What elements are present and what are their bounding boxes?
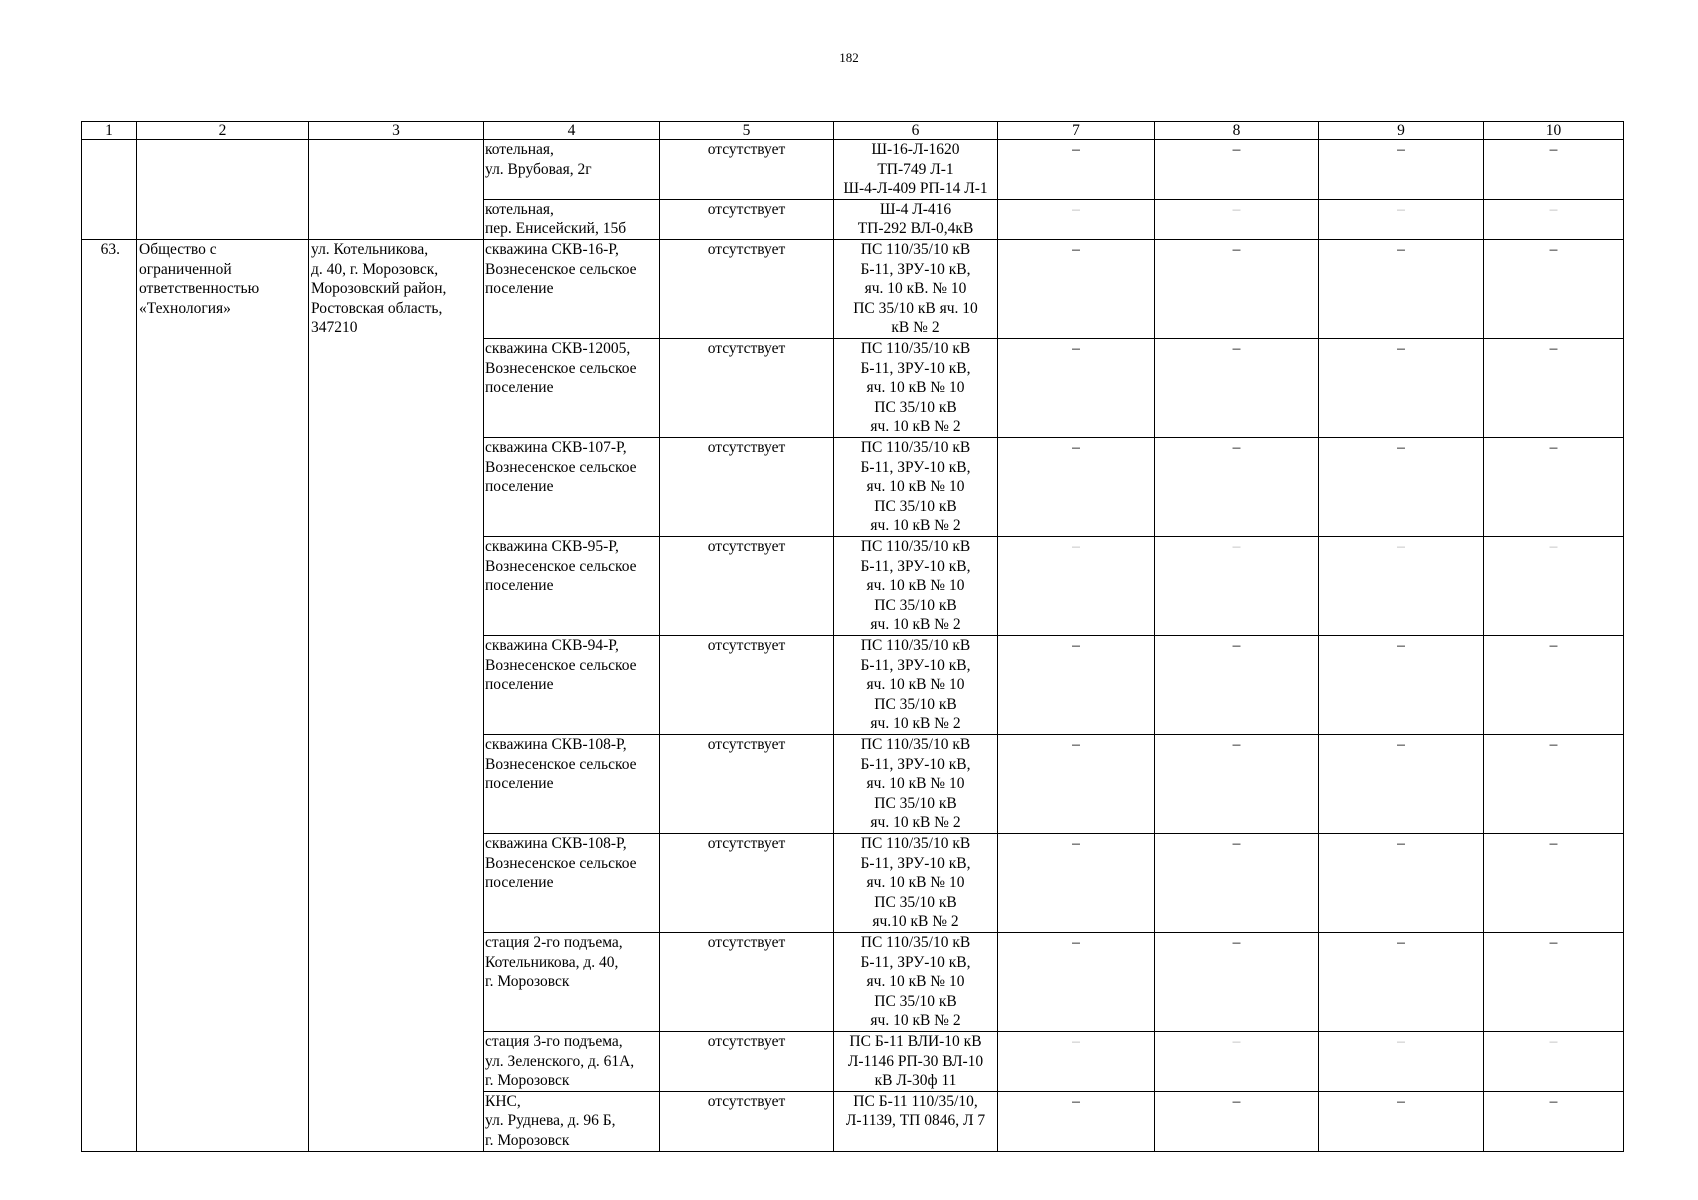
dash-cell: –	[1319, 140, 1484, 200]
object-cell: скважина СКВ-107-Р, Вознесенское сельское поселение	[484, 437, 660, 536]
object-cell: котельная, пер. Енисейский, 15б	[484, 199, 660, 239]
dash-cell: –	[1155, 932, 1319, 1031]
power-source-cell: ПС 110/35/10 кВ Б-11, ЗРУ-10 кВ, яч. 10 кВ. № 10 ПС 35/10 кВ яч. 10 кВ № 2	[834, 239, 998, 338]
dash-cell: –	[998, 239, 1155, 338]
status-cell: отсутствует	[660, 635, 834, 734]
organization-cell	[137, 140, 309, 240]
dash-cell: –	[998, 1031, 1155, 1091]
dash-cell: –	[1155, 1091, 1319, 1151]
dash-cell: –	[1484, 536, 1624, 635]
dash-cell: –	[1484, 932, 1624, 1031]
dash-cell: –	[998, 833, 1155, 932]
power-source-cell: ПС Б-11 110/35/10, Л-1139, ТП 0846, Л 7	[834, 1091, 998, 1151]
dash-cell: –	[1319, 734, 1484, 833]
power-source-cell: ПС Б-11 ВЛИ-10 кВ Л-1146 РП-30 ВЛ-10 кВ Л-30ф 11	[834, 1031, 998, 1091]
dash-cell: –	[1319, 199, 1484, 239]
column-header: 2	[137, 122, 309, 140]
status-cell: отсутствует	[660, 833, 834, 932]
status-cell: отсутствует	[660, 1091, 834, 1151]
dash-cell: –	[1155, 734, 1319, 833]
page-number: 182	[839, 50, 859, 65]
status-cell: отсутствует	[660, 437, 834, 536]
dash-cell: –	[1484, 734, 1624, 833]
object-cell: скважина СКВ-94-Р, Вознесенское сельское поселение	[484, 635, 660, 734]
header-row	[82, 122, 1624, 140]
dash-cell: –	[998, 338, 1155, 437]
dash-cell: –	[998, 734, 1155, 833]
dash-cell: –	[1155, 239, 1319, 338]
object-cell: скважина СКВ-108-Р, Вознесенское сельское поселение	[484, 833, 660, 932]
dash-cell: –	[1155, 140, 1319, 200]
column-header: 5	[660, 122, 834, 140]
dash-cell: –	[1484, 239, 1624, 338]
object-cell: КНС, ул. Руднева, д. 96 Б, г. Морозовск	[484, 1091, 660, 1151]
organization-cell: Общество с ограниченной ответственностью «Технология»	[137, 239, 309, 1151]
column-header: 4	[484, 122, 660, 140]
column-header: 3	[309, 122, 484, 140]
number-cell: 63.	[82, 239, 137, 1151]
dash-cell: –	[998, 932, 1155, 1031]
status-cell: отсутствует	[660, 932, 834, 1031]
dash-cell: –	[998, 536, 1155, 635]
dash-cell: –	[1155, 338, 1319, 437]
data-table	[81, 121, 1624, 1152]
power-source-cell: Ш-16-Л-1620 ТП-749 Л-1 Ш-4-Л-409 РП-14 Л-1	[834, 140, 998, 200]
column-header: 6	[834, 122, 998, 140]
table-row	[82, 239, 1624, 338]
column-header: 1	[82, 122, 137, 140]
dash-cell: –	[1319, 1091, 1484, 1151]
object-cell: скважина СКВ-108-Р, Вознесенское сельское поселение	[484, 734, 660, 833]
dash-cell: –	[998, 199, 1155, 239]
column-header: 10	[1484, 122, 1624, 140]
table-row	[82, 140, 1624, 200]
status-cell: отсутствует	[660, 239, 834, 338]
dash-cell: –	[1319, 932, 1484, 1031]
dash-cell: –	[1484, 437, 1624, 536]
dash-cell: –	[1155, 437, 1319, 536]
power-source-cell: ПС 110/35/10 кВ Б-11, ЗРУ-10 кВ, яч. 10 кВ № 10 ПС 35/10 кВ яч.10 кВ № 2	[834, 833, 998, 932]
power-source-cell: ПС 110/35/10 кВ Б-11, ЗРУ-10 кВ, яч. 10 кВ № 10 ПС 35/10 кВ яч. 10 кВ № 2	[834, 437, 998, 536]
power-source-cell: ПС 110/35/10 кВ Б-11, ЗРУ-10 кВ, яч. 10 кВ № 10 ПС 35/10 кВ яч. 10 кВ № 2	[834, 536, 998, 635]
power-source-cell: ПС 110/35/10 кВ Б-11, ЗРУ-10 кВ, яч. 10 кВ № 10 ПС 35/10 кВ яч. 10 кВ № 2	[834, 932, 998, 1031]
object-cell: скважина СКВ-12005, Вознесенское сельское поселение	[484, 338, 660, 437]
object-cell: котельная, ул. Врубовая, 2г	[484, 140, 660, 200]
dash-cell: –	[1155, 635, 1319, 734]
column-header: 7	[998, 122, 1155, 140]
dash-cell: –	[1319, 338, 1484, 437]
dash-cell: –	[1155, 199, 1319, 239]
power-source-cell: Ш-4 Л-416 ТП-292 ВЛ-0,4кВ	[834, 199, 998, 239]
column-header: 8	[1155, 122, 1319, 140]
column-header: 9	[1319, 122, 1484, 140]
power-source-cell: ПС 110/35/10 кВ Б-11, ЗРУ-10 кВ, яч. 10 кВ № 10 ПС 35/10 кВ яч. 10 кВ № 2	[834, 635, 998, 734]
dash-cell: –	[1155, 536, 1319, 635]
object-cell: скважина СКВ-16-Р, Вознесенское сельское поселение	[484, 239, 660, 338]
dash-cell: –	[1319, 239, 1484, 338]
object-cell: скважина СКВ-95-Р, Вознесенское сельское поселение	[484, 536, 660, 635]
dash-cell: –	[1319, 1031, 1484, 1091]
dash-cell: –	[1155, 1031, 1319, 1091]
dash-cell: –	[1319, 833, 1484, 932]
dash-cell: –	[1319, 536, 1484, 635]
status-cell: отсутствует	[660, 536, 834, 635]
number-cell	[82, 140, 137, 240]
dash-cell: –	[1484, 140, 1624, 200]
object-cell: стация 2-го подъема, Котельникова, д. 40, г. Морозовск	[484, 932, 660, 1031]
dash-cell: –	[998, 140, 1155, 200]
status-cell: отсутствует	[660, 734, 834, 833]
dash-cell: –	[1484, 635, 1624, 734]
status-cell: отсутствует	[660, 140, 834, 200]
dash-cell: –	[1484, 1031, 1624, 1091]
power-source-cell: ПС 110/35/10 кВ Б-11, ЗРУ-10 кВ, яч. 10 кВ № 10 ПС 35/10 кВ яч. 10 кВ № 2	[834, 338, 998, 437]
dash-cell: –	[998, 1091, 1155, 1151]
dash-cell: –	[1484, 1091, 1624, 1151]
dash-cell: –	[1319, 437, 1484, 536]
object-cell: стация 3-го подъема, ул. Зеленского, д. 61А, г. Морозовск	[484, 1031, 660, 1091]
address-cell	[309, 140, 484, 240]
dash-cell: –	[1484, 338, 1624, 437]
dash-cell: –	[1484, 199, 1624, 239]
dash-cell: –	[1484, 833, 1624, 932]
dash-cell: –	[1319, 635, 1484, 734]
status-cell: отсутствует	[660, 1031, 834, 1091]
status-cell: отсутствует	[660, 338, 834, 437]
dash-cell: –	[998, 635, 1155, 734]
power-source-cell: ПС 110/35/10 кВ Б-11, ЗРУ-10 кВ, яч. 10 кВ № 10 ПС 35/10 кВ яч. 10 кВ № 2	[834, 734, 998, 833]
dash-cell: –	[998, 437, 1155, 536]
status-cell: отсутствует	[660, 199, 834, 239]
dash-cell: –	[1155, 833, 1319, 932]
address-cell: ул. Котельникова, д. 40, г. Морозовск, Морозовский район, Ростовская область, 347210	[309, 239, 484, 1151]
